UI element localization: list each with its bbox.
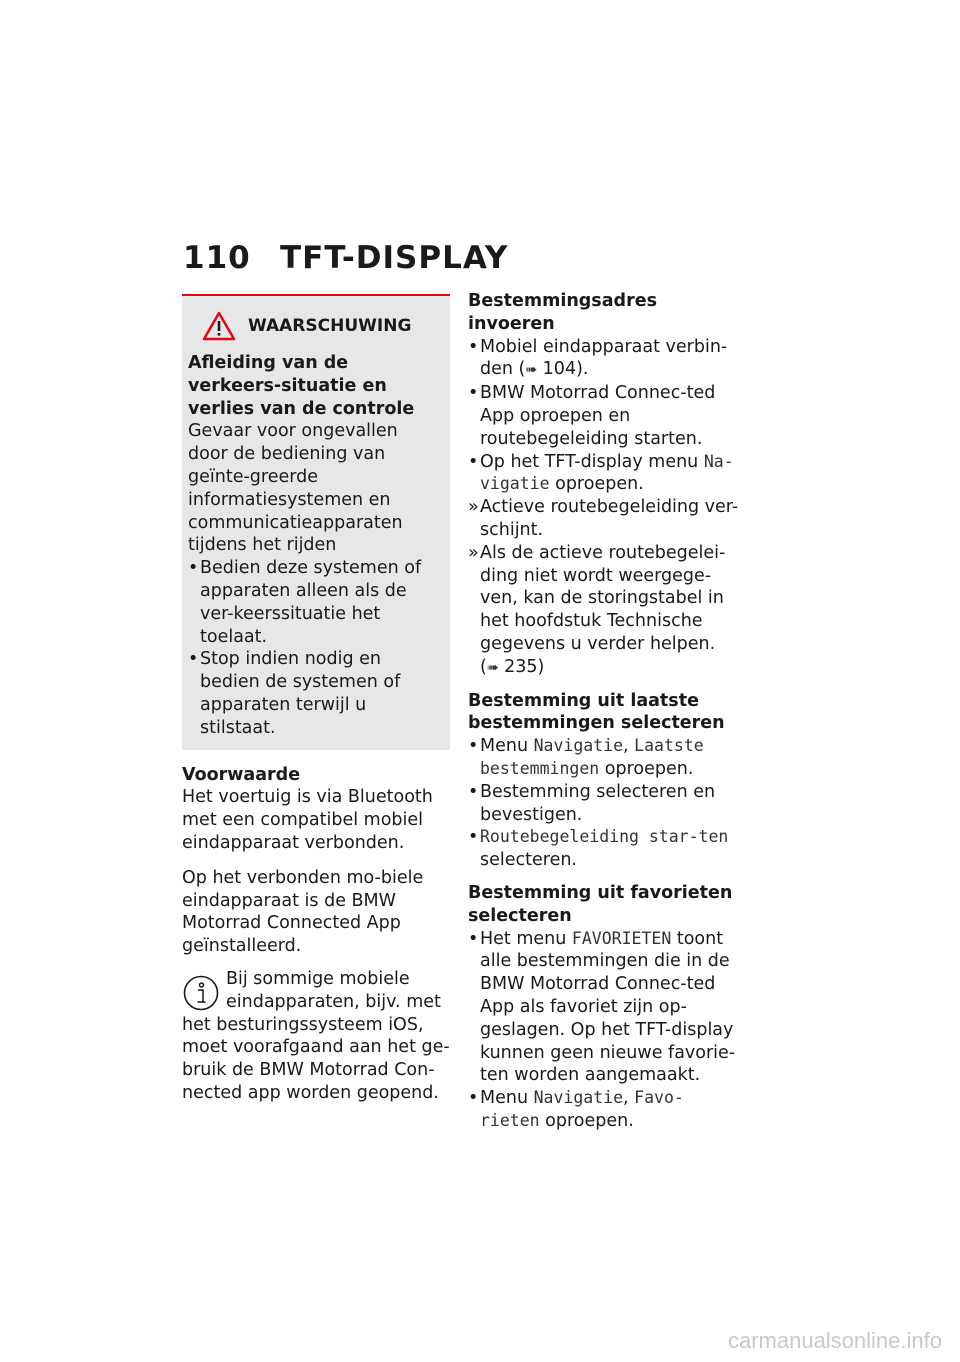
result-item: » Als de actieve routebegelei-ding niet wordt weergege-ven, kan de storingstabel in het hoofdstuk Technische gegevens u verder helpen. (➠ 235) (468, 542, 740, 680)
warning-bullet: • Bedien deze systemen of apparaten alleen als de ver-keerssituatie het toelaat. (188, 558, 422, 647)
watermark-site: carmanualsonline.info (727, 1328, 942, 1353)
page-reference-icon: ➠ (525, 362, 538, 379)
list-item: • Menu Navigatie, Favo-rieten oproepen. (468, 1088, 684, 1131)
page-number: 110 (183, 240, 251, 276)
page-reference-icon: ➠ (486, 659, 499, 676)
list-item: • BMW Motorrad Connec-ted App oproepen en routebegeleiding starten. (468, 383, 716, 449)
section-heading: Bestemmingsadres invoeren (468, 291, 657, 334)
list-item: • Het menu FAVORIETEN toont alle bestemmingen die in de BMW Motorrad Connec-ted App als favoriet zijn op-geslagen. Op het TFT-display kunnen geen nieuwe favorie-ten worden aangemaakt. (468, 928, 736, 1086)
section-heading: Bestemming uit laatste bestemmingen selecteren (468, 690, 725, 734)
warning-bullet: • Stop indien nodig en bedien de systemen of apparaten terwijl u stilstaat. (188, 649, 401, 738)
section-heading: Bestemming uit favorieten selecteren (468, 882, 733, 926)
list-item: • Menu Navigatie, Laatste bestemmingen oproepen. (468, 736, 704, 779)
warning-box (182, 294, 450, 750)
list-item: • Routebegeleiding star-ten selecteren. (468, 827, 729, 871)
precondition-heading: Voorwaarde (182, 764, 301, 785)
list-item: • Mobiel eindapparaat verbin-den (➠ 104). (468, 336, 740, 383)
left-column (182, 294, 450, 1105)
page-title: TFT-DISPLAY (280, 240, 509, 276)
warning-triangle-icon (202, 311, 236, 341)
warning-heading: Afleiding van de verkeers-situatie en verlies van de controle (188, 353, 415, 419)
precondition-paragraph: Op het verbonden mo-biele eindapparaat is de BMW Motorrad Connected App geïnstalleerd. (182, 867, 424, 957)
precondition-paragraph: Het voertuig is via Bluetooth met een compatibel mobiel eindapparaat verbonden. (182, 787, 433, 853)
result-item: » Actieve routebegeleiding ver-schijnt. (468, 497, 739, 540)
info-text: Bij sommige mobiele eindapparaten, bijv. met het besturingssysteem iOS, moet voorafgaand aan het ge-bruik de BMW Motorrad Con-nected app worden geopend. (182, 968, 450, 1103)
warning-label: WAARSCHUWING (248, 315, 412, 336)
list-item: • Op het TFT-display menu Na-vigatie oproepen. (468, 451, 734, 495)
info-icon (182, 974, 220, 1012)
warning-text: Gevaar voor ongevallen door de bediening van geïnte-greerde informatiesystemen en communicatieapparaten tijdens het rijden (188, 421, 403, 556)
right-column (468, 290, 740, 1133)
warning-header (188, 308, 442, 344)
list-item: • Bestemming selecteren en bevestigen. (468, 781, 716, 825)
page-header (183, 240, 508, 276)
info-note (182, 968, 450, 1105)
